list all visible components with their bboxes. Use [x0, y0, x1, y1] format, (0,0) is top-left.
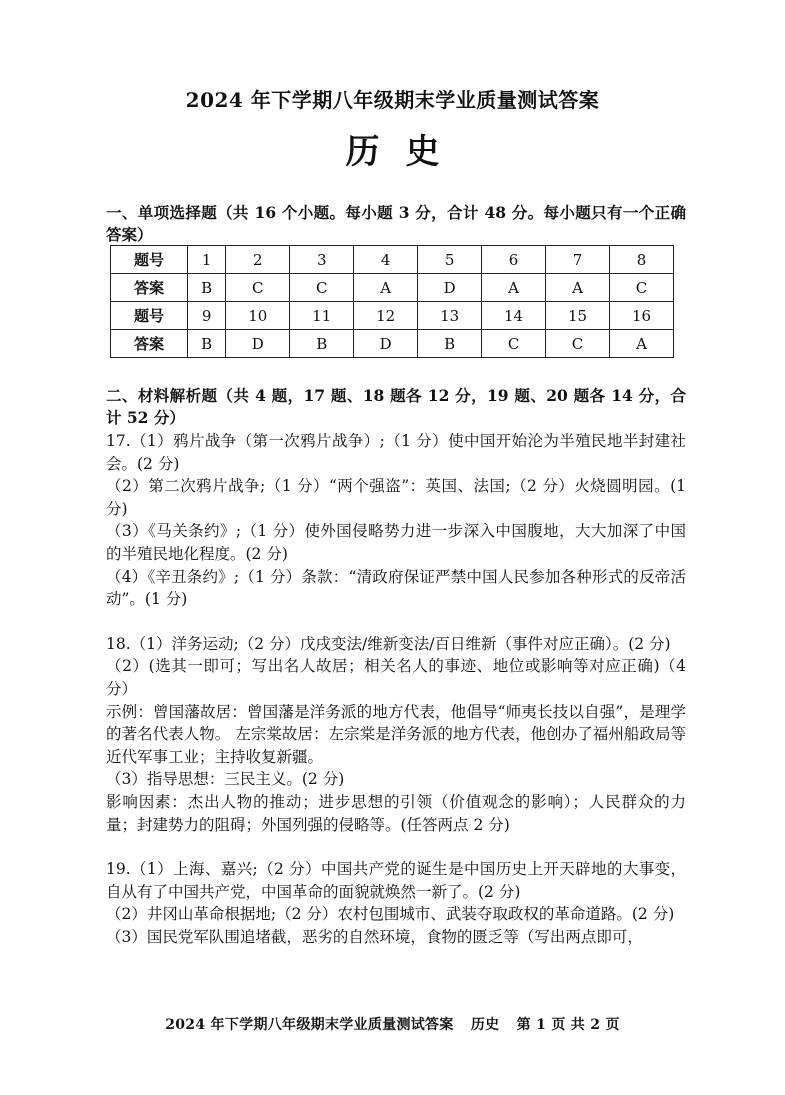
- question-number-row: [111, 302, 674, 330]
- answer-cell: B: [418, 330, 482, 358]
- question-number-cell: 12: [354, 302, 418, 330]
- question-number-cell: 3: [290, 246, 354, 274]
- q19-line: （3）国民党军队围追堵截，恶劣的自然环境，食物的匮乏等（写出两点即可，: [106, 927, 643, 946]
- q18-line: 影响因素：杰出人物的推动；进步思想的引领（价值观念的影响）；人民群众的力量；封建势力的阻碍；外国列强的侵略等。(任答两点 2 分): [106, 792, 686, 834]
- q18-line: 18.（1）洋务运动;（2 分）戊戌变法/维新变法/百日维新（事件对应正确）。(2 分): [106, 634, 671, 653]
- answer-cell: A: [482, 274, 546, 302]
- answer-cell: D: [418, 274, 482, 302]
- question-number-cell: 2: [226, 246, 290, 274]
- question-number-cell: 10: [226, 302, 290, 330]
- row-label: 题号: [111, 302, 188, 330]
- row-label: 题号: [111, 246, 188, 274]
- answer-body: [106, 430, 686, 948]
- q17-line: （2）第二次鸦片战争;（1 分）“两个强盗”：英国、法国;（2 分）火烧圆明园。(1 分): [106, 477, 686, 518]
- page-footer: [0, 1014, 785, 1034]
- q18-line: 示例：曾国藩故居：曾国藩是洋务派的地方代表，他倡导“师夷长技以自强”，是理学的著名代表人物。 左宗棠故居：左宗棠是洋务派的地方代表，他创办了福州船政局等近代军事工业；主持收复新疆。: [106, 702, 686, 766]
- q17-line: （3）《马关条约》;（1 分）使外国侵略势力进一步深入中国腹地，大大加深了中国的半殖民地化程度。(2 分): [106, 522, 686, 563]
- answer-table: [110, 245, 674, 358]
- question-number-cell: 5: [418, 246, 482, 274]
- question-number-row: [111, 246, 674, 274]
- subject-title: 历史: [345, 132, 466, 172]
- answer-cell: D: [354, 330, 418, 358]
- q18-line: （2）(选其一即可；写出名人故居；相关名人的事迹、地位或影响等对应正确)（4 分）: [106, 657, 686, 698]
- answer-cell: C: [226, 274, 290, 302]
- question-number-cell: 6: [482, 246, 546, 274]
- question-number-cell: 15: [546, 302, 610, 330]
- answer-cell: D: [226, 330, 290, 358]
- answer-cell: C: [610, 274, 674, 302]
- question-number-cell: 13: [418, 302, 482, 330]
- q18-line: （3）指导思想：三民主义。(2 分): [106, 770, 345, 789]
- answer-cell: A: [354, 274, 418, 302]
- row-label: 答案: [111, 274, 188, 302]
- question-number-cell: 7: [546, 246, 610, 274]
- footer-subject: 历史: [470, 1017, 500, 1033]
- answer-cell: B: [188, 330, 226, 358]
- footer-title: 2024 年下学期八年级期末学业质量测试答案: [165, 1017, 454, 1033]
- answer-row: [111, 274, 674, 302]
- question-number-cell: 1: [188, 246, 226, 274]
- answer-cell: C: [482, 330, 546, 358]
- document-title: 2024 年下学期八年级期末学业质量测试答案: [185, 88, 600, 112]
- answer-cell: A: [610, 330, 674, 358]
- section1-heading: 一、单项选择题（共 16 个小题。每小题 3 分，合计 48 分。每小题只有一个正确答案）: [106, 203, 686, 244]
- question-number-cell: 9: [188, 302, 226, 330]
- question-number-cell: 8: [610, 246, 674, 274]
- q19-line: 19.（1）上海、嘉兴;（2 分）中国共产党的诞生是中国历史上开天辟地的大事变，自从有了中国共产党，中国革命的面貌就焕然一新了。(2 分): [106, 860, 686, 901]
- answer-cell: B: [290, 330, 354, 358]
- answer-cell: B: [188, 274, 226, 302]
- answer-cell: A: [546, 274, 610, 302]
- footer-page-number: 第 1 页 共 2 页: [516, 1017, 620, 1033]
- answer-cell: C: [290, 274, 354, 302]
- question-number-cell: 16: [610, 302, 674, 330]
- answer-cell: C: [546, 330, 610, 358]
- q17-line: （4）《辛丑条约》;（1 分）条款：“清政府保证严禁中国人民参加各种形式的反帝活动”。(1 分): [106, 567, 686, 609]
- question-number-cell: 11: [290, 302, 354, 330]
- row-label: 答案: [111, 330, 188, 358]
- question-number-cell: 14: [482, 302, 546, 330]
- section2-heading: 二、材料解析题（共 4 题，17 题、18 题各 12 分，19 题、20 题各 14 分，合计 52 分）: [106, 386, 686, 427]
- q17-line: 17.（1）鸦片战争（第一次鸦片战争）;（1 分）使中国开始沦为半殖民地半封建社会。(2 分): [106, 432, 686, 473]
- question-number-cell: 4: [354, 246, 418, 274]
- answer-row: [111, 330, 674, 358]
- q19-line: （2）井冈山革命根据地;（2 分）农村包围城市、武装夺取政权的革命道路。(2 分): [106, 905, 675, 924]
